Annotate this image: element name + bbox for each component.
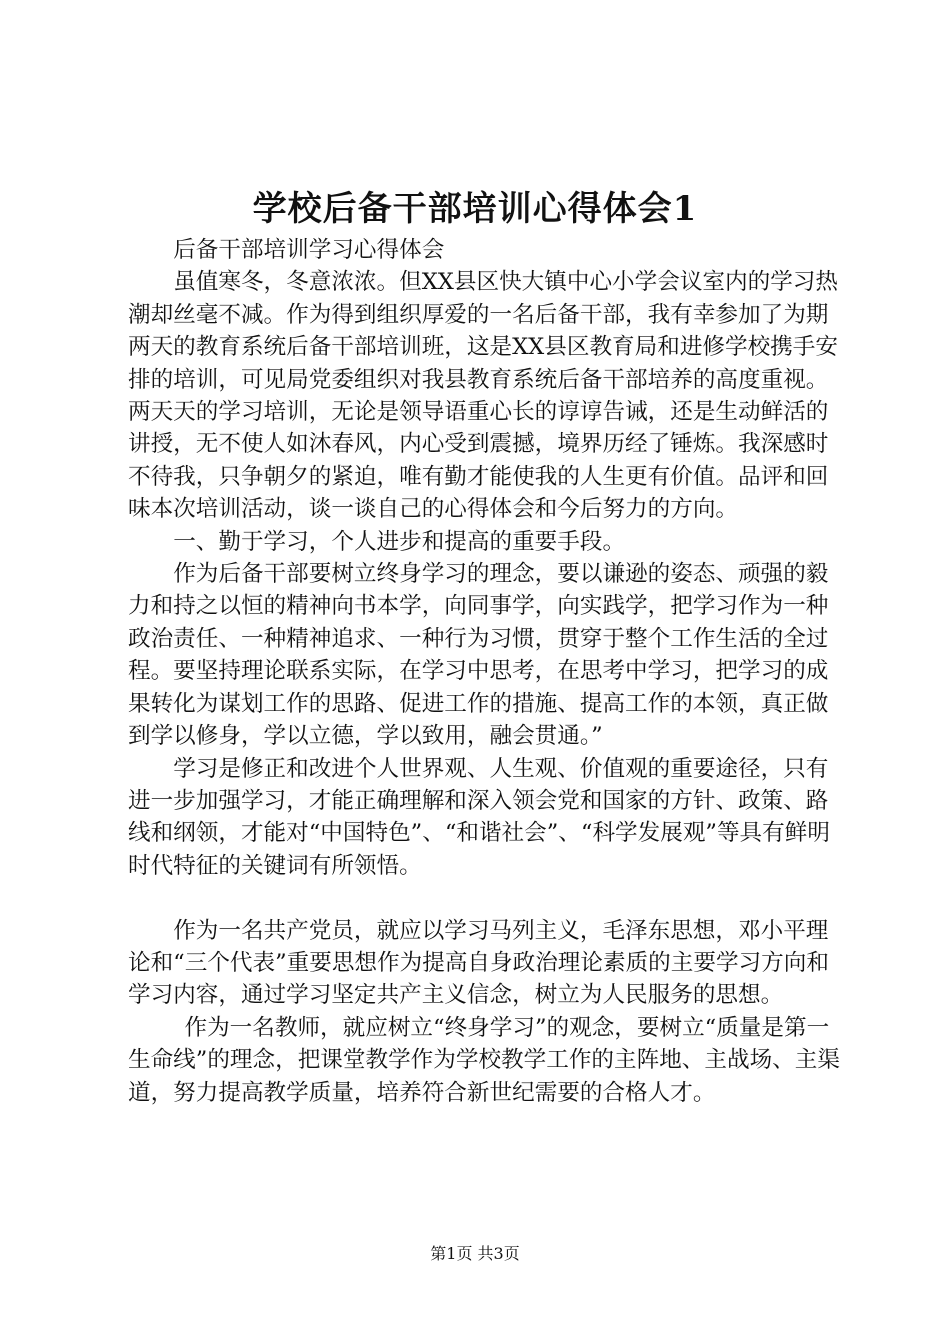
document-body — [128, 234, 840, 1109]
page-number-footer: 第1页 共3页 — [430, 1244, 520, 1263]
paragraph-worldview: 学习是修正和改进个人世界观、人生观、价值观的重要途径，只有进一步加强学习，才能正确理解和深入领会党和国家的方针、政策、路线和纲领，才能对“中国特色”、“和谐社会”、“科学发展观”等具有鲜明时代特征的关键词有所领悟。 — [128, 755, 830, 879]
blank-line — [128, 882, 840, 914]
paragraph-heading-1: 一、勤于学习，个人进步和提高的重要手段。 — [173, 528, 626, 555]
paragraph-lifelong-learning: 作为后备干部要树立终身学习的理念，要以谦逊的姿态、顽强的毅力和持之以恒的精神向书本学，向同事学，向实践学，把学习作为一种政治责任、一种精神追求、一种行为习惯，贯穿于整个工作生活的全过程。要坚持理论联系实际，在学习中思考，在思考中学习，把学习的成果转化为谋划工作的思路、促进工作的措施、提高工作的本领，真正做到学以修身，学以立德，学以致用，融会贯通。” — [128, 561, 829, 750]
paragraph-subtitle: 后备干部培训学习心得体会 — [173, 237, 445, 263]
paragraph-teacher: 作为一名教师，就应树立“终身学习”的观念，要树立“质量是第一生命线”的理念，把课堂教学作为学校教学工作的主阵地、主战场、主渠道，努力提高教学质量，培养符合新世纪需要的合格人才。 — [128, 1014, 840, 1106]
paragraph-party-member: 作为一名共产党员，就应以学习马列主义，毛泽东思想，邓小平理论和“三个代表”重要思想作为提高自身政治理论素质的主要学习方向和学习内容，通过学习坚定共产主义信念，树立为人民服务的思想。 — [128, 917, 829, 1009]
paragraph-intro: 虽值寒冬，冬意浓浓。但XX县区快大镇中心小学会议室内的学习热潮却丝毫不减。作为得到组织厚爱的一名后备干部，我有幸参加了为期两天的教育系统后备干部培训班，这是XX县区教育局和进修学校携手安排的培训，可见局党委组织对我县教育系统后备干部培养的高度重视。两天天的学习培训，无论是领导语重心长的谆谆告诫，还是生动鲜活的讲授，无不使人如沐春风，内心受到震撼，境界历经了锤炼。我深感时不待我，只争朝夕的紧迫，唯有勤才能使我的人生更有价值。品评和回味本次培训活动，谈一谈自己的心得体会和今后努力的方向。 — [128, 269, 838, 523]
document-title: 学校后备干部培训心得体会1 — [252, 189, 698, 229]
